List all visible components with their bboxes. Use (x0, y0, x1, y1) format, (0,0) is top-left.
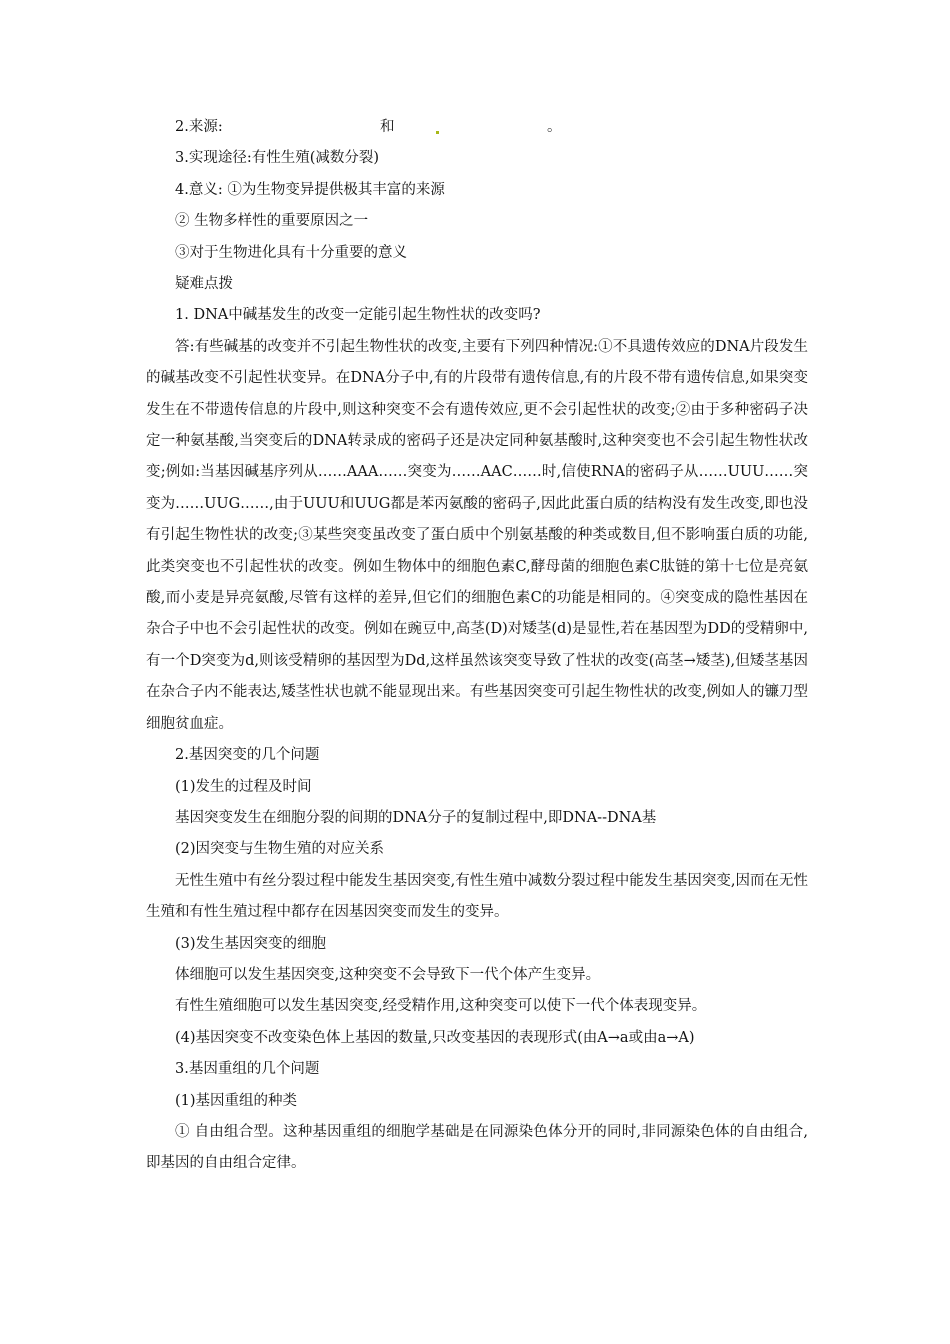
paragraph-2-3-a: 体细胞可以发生基因突变,这种突变不会导致下一代个体产生变异。 (175, 966, 601, 983)
subheading-2-3: (3)发生基因突变的细胞 (175, 935, 327, 952)
meaning-item-3: ③对于生物进化具有十分重要的意义 (175, 244, 407, 261)
answer-paragraph: 答:有些碱基的改变并不引起生物性状的改变,主要有下列四种情况:①不具遗传效应的DNA片段发生的碱基改变不引起性状变异。在DNA分子中,有的片段带有遗传信息,有的片段不带有遗传信息,如果突变发生在不带遗传信息的片段中,则这种突变不会有遗传效应,更不会引起性状的改变;②由于多种密码子决定一种氨基酸,当突变后的DNA转录成的密码子还是决定同种氨基酸时,这种突变也不会引起生物性状改变;例如:当基因碱基序列从……AAA……突变为……AAC……时,信使RNA的密码子从……UUU……突变为……UUG……,由于UUU和UUG都是苯丙氨酸的密码子,因此此蛋白质的结构没有发生改变,即也没有引起生物性状的改变;③某些突变虽改变了蛋白质中个别氨基酸的种类或数目,但不影响蛋白质的功能,此类突变也不引起性状的改变。例如生物体中的细胞色素C,酵母菌的细胞色素C肽链的第十七位是亮氨酸,而小麦是异亮氨酸,尽管有这样的差异,但它们的细胞色素C的功能是相同的。④突变成的隐性基因在杂合子中也不会引起性状的改变。例如在豌豆中,高茎(D)对矮茎(d)是显性,若在基因型为DD的受精卵中,有一个D突变为d,则该受精卵的基因型为Dd,这样虽然该突变导致了性状的改变(高茎→矮茎),但矮茎基因在杂合子内不能表达,矮茎性状也就不能显现出来。有些基因突变可引起生物性状的改变,例如人的镰刀型细胞贫血症。 (146, 338, 808, 732)
subheading-2-2: (2)因突变与生物生殖的对应关系 (175, 841, 385, 858)
section-heading-difficulties: 疑难点拨 (175, 276, 233, 293)
subheading-2-4: (4)基因突变不改变染色体上基因的数量,只改变基因的表现形式(由A→a或由a→A) (175, 1029, 695, 1046)
document-body (146, 112, 808, 1180)
subheading-2-1: (1)发生的过程及时间 (175, 778, 312, 795)
meaning-item-2: ② 生物多样性的重要原因之一 (175, 213, 369, 230)
paragraph-2-2: 无性生殖中有丝分裂过程中能发生基因突变,有性生殖中减数分裂过程中能发生基因突变,因而在无性生殖和有性生殖过程中都存在因基因突变而发生的变异。 (146, 872, 808, 921)
source-label: 2.来源: (175, 119, 223, 135)
source-line (146, 112, 808, 143)
path-line: 3.实现途径:有性生殖(减数分裂) (175, 150, 380, 167)
subheading-3-1: (1)基因重组的种类 (175, 1092, 298, 1109)
paragraph-2-3-b: 有性生殖细胞可以发生基因突变,经受精作用,这种突变可以使下一代个体表现变异。 (175, 998, 707, 1015)
meaning-line: 4.意义: ①为生物变异提供极其丰富的来源 (175, 181, 445, 198)
marker-dot (436, 131, 439, 134)
source-and: 和 (380, 119, 395, 135)
section-heading-2: 2.基因突变的几个问题 (175, 747, 320, 764)
source-period: 。 (547, 119, 562, 135)
question-1: 1. DNA中碱基发生的改变一定能引起生物性状的改变吗? (175, 307, 541, 324)
paragraph-3-1: ① 自由组合型。这种基因重组的细胞学基础是在同源染色体分开的同时,非同源染色体的自由组合,即基因的自由组合定律。 (146, 1123, 808, 1172)
paragraph-2-1: 基因突变发生在细胞分裂的间期的DNA分子的复制过程中,即DNA--DNA基 (175, 809, 657, 826)
section-heading-3: 3.基因重组的几个问题 (175, 1061, 320, 1078)
